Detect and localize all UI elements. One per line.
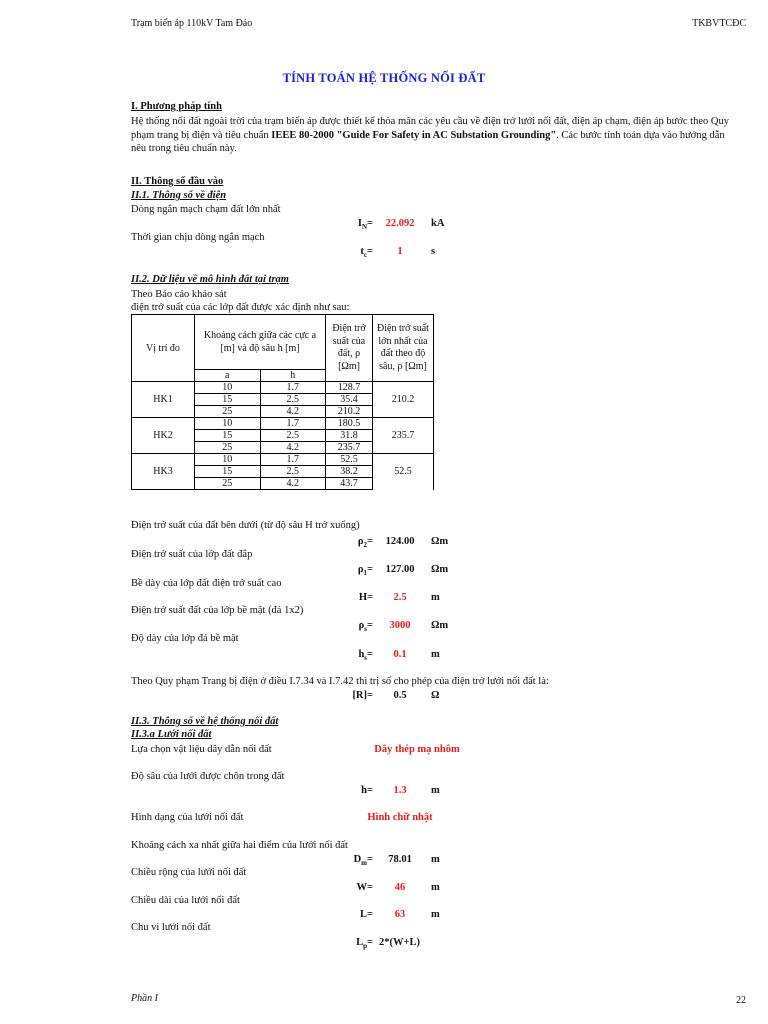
cell-rho: 235.7 (326, 442, 373, 454)
cell-h: 2.5 (260, 394, 326, 406)
layer-thickness-value: 2.5 (393, 592, 407, 603)
cell-a: 25 (195, 406, 261, 418)
rule-value: 0.5 (393, 690, 407, 701)
hs-desc: Độ dày của lớp đá bề mặt (131, 633, 239, 644)
max-hk3: 52.5 (373, 454, 434, 490)
dmax-symbol: $D_m=$ (353, 854, 373, 868)
length-value: 63 (394, 909, 406, 920)
header-max-resistivity: Điện trở suất lớn nhất của đất theo độ sâu, ρ [Ωm] (373, 315, 434, 382)
length-symbol: L= (360, 909, 373, 920)
cell-rho: 180.5 (326, 418, 373, 430)
intro-text-pre: Hệ thống nối đất ngoài trời của trạm biến áp được thiết kế thỏa mãn các yêu cầu về điện trở lưới nối đất, điện áp chạm, điện áp bước theo Quy phạm trang bị điện và tiêu chuẩn (131, 116, 729, 141)
fault-duration-value: 1 (397, 246, 403, 257)
fault-duration-unit: s (431, 246, 436, 257)
location-hk1: HK1 (132, 382, 195, 418)
fault-current-value: 22.092 (385, 218, 415, 229)
layer-thickness-symbol: H= (358, 592, 373, 603)
cell-a: 25 (195, 442, 261, 454)
width-value: 46 (394, 882, 406, 893)
header-resistivity: Điện trở suất của đất, ρ [Ωm] (326, 315, 373, 382)
header-a: a (195, 370, 261, 382)
rhos-symbol: $\rho_s=$ (358, 620, 373, 634)
width-unit: m (431, 882, 440, 893)
rho1-value: 127.00 (385, 564, 415, 575)
depth-desc: Độ sâu của lưới được chôn trong đất (131, 771, 285, 782)
depth-symbol: h= (361, 785, 373, 796)
cell-rho: 38.2 (326, 466, 373, 478)
resistivity-table (131, 314, 434, 490)
header-left: Trạm biến áp 110kV Tam Đảo (131, 18, 253, 29)
hs-symbol: $h_s=$ (358, 649, 373, 663)
cell-a: 15 (195, 430, 261, 442)
section1-heading: I. Phương pháp tính (131, 101, 222, 112)
intro-text-post: . Các bước tính toán dựa vào hướng dẫn nêu trong tiêu chuẩn này. (131, 129, 725, 154)
dmax-unit: m (431, 854, 440, 865)
depth-value: 1.3 (393, 785, 407, 796)
hs-unit: m (431, 649, 440, 660)
survey-line1: Theo Báo cáo khảo sát (131, 289, 227, 300)
cell-a: 25 (195, 478, 261, 490)
cell-rho: 31.8 (326, 430, 373, 442)
cell-h: 1.7 (260, 418, 326, 430)
header-h: h (260, 370, 326, 382)
rule-text: Theo Quy phạm Trang bị điện ở điều I.7.34 và I.7.42 thì trị số cho phép của điện trở lưới nối đất là: (131, 676, 549, 687)
material-value: Dây thép mạ nhôm (374, 744, 460, 755)
page-number: 22 (736, 995, 746, 1006)
table-row (132, 382, 434, 394)
length-desc: Chiều dài của lưới nối đất (131, 895, 240, 906)
rhos-desc: Điện trở suất đất của lớp bề mặt (đá 1x2) (131, 605, 304, 616)
fault-duration-symbol: $t_c=$ (360, 246, 373, 260)
section2-heading: II. Thông số đầu vào (131, 176, 224, 187)
cell-h: 1.7 (260, 382, 326, 394)
section1-intro (131, 115, 731, 156)
table-row (132, 454, 434, 466)
max-hk2: 235.7 (373, 418, 434, 454)
fault-current-symbol: $I_N=$ (357, 218, 373, 232)
rho2-desc: Điện trở suất của đất bên dưới (từ độ sâu H trở xuống) (131, 520, 360, 531)
material-desc: Lựa chọn vật liệu dây dẫn nối đất (131, 744, 272, 755)
rho1-symbol: $\rho_1=$ (357, 564, 373, 578)
cell-h: 4.2 (260, 478, 326, 490)
subsection-2-2-heading: II.2. Dữ liệu về mô hình đất tại trạm (131, 274, 289, 285)
max-hk1: 210.2 (373, 382, 434, 418)
width-desc: Chiều rộng của lưới nối đất (131, 867, 247, 878)
footer-left: Phần I (131, 993, 158, 1004)
layer-thickness-desc: Bề dày của lớp đất điện trở suất cao (131, 578, 282, 589)
fault-current-desc: Dòng ngắn mạch chạm đất lớn nhất (131, 204, 281, 215)
rho1-unit: Ωm (431, 564, 449, 575)
cell-a: 15 (195, 466, 261, 478)
hs-value: 0.1 (393, 649, 407, 660)
cell-rho: 128.7 (326, 382, 373, 394)
rhos-unit: Ωm (431, 620, 449, 631)
location-hk2: HK2 (132, 418, 195, 454)
intro-standard: IEEE 80-2000 "Guide For Safety in AC Substation Grounding" (271, 129, 557, 141)
rho2-value: 124.00 (385, 536, 415, 547)
subsection-2-1-heading: II.1. Thông số về điện (131, 190, 227, 201)
cell-a: 10 (195, 382, 261, 394)
cell-rho: 43.7 (326, 478, 373, 490)
header-right: TKBVTCĐC (692, 18, 746, 29)
cell-h: 1.7 (260, 454, 326, 466)
cell-rho: 35.4 (326, 394, 373, 406)
fault-duration-desc: Thời gian chịu dòng ngắn mạch (131, 232, 265, 243)
rho2-symbol: $\rho_2=$ (357, 536, 373, 550)
shape-value: Hình chữ nhật (367, 812, 433, 823)
rhos-value: 3000 (389, 620, 411, 631)
table-row (132, 418, 434, 430)
cell-a: 10 (195, 418, 261, 430)
cell-a: 10 (195, 454, 261, 466)
header-distance: Khoảng cách giữa các cực a [m] và độ sâu h [m] (195, 315, 326, 370)
rho1-desc: Điện trở suất của lớp đất đắp (131, 549, 253, 560)
length-unit: m (431, 909, 440, 920)
rule-symbol: [R]= (352, 690, 373, 701)
shape-desc: Hình dạng của lưới nối đất (131, 812, 244, 823)
perimeter-value: 2*(W+L) (379, 937, 420, 948)
dmax-value: 78.01 (388, 854, 412, 865)
survey-line2: điện trở suất của các lớp đất được xác định như sau: (131, 302, 350, 313)
depth-unit: m (431, 785, 440, 796)
header-location: Vị trí đo (132, 315, 195, 382)
cell-rho: 52.5 (326, 454, 373, 466)
cell-h: 4.2 (260, 442, 326, 454)
cell-rho: 210.2 (326, 406, 373, 418)
page-title: TÍNH TOÁN HỆ THỐNG NỐI ĐẤT (282, 71, 486, 85)
rho2-unit: Ωm (431, 536, 449, 547)
width-symbol: W= (356, 882, 373, 893)
perimeter-symbol: $L_p=$ (356, 937, 373, 951)
cell-a: 15 (195, 394, 261, 406)
fault-current-unit: kA (431, 218, 445, 229)
cell-h: 2.5 (260, 430, 326, 442)
cell-h: 4.2 (260, 406, 326, 418)
dmax-desc: Khoảng cách xa nhất giữa hai điểm của lưới nối đất (131, 840, 348, 851)
perimeter-desc: Chu vi lưới nối đất (131, 922, 211, 933)
cell-h: 2.5 (260, 466, 326, 478)
rule-unit: Ω (431, 690, 440, 701)
subsection-2-3a-heading: II.3.a Lưới nối đất (131, 729, 212, 740)
layer-thickness-unit: m (431, 592, 440, 603)
location-hk3: HK3 (132, 454, 195, 490)
subsection-2-3-heading: II.3. Thông số về hệ thống nối đất (131, 716, 279, 727)
